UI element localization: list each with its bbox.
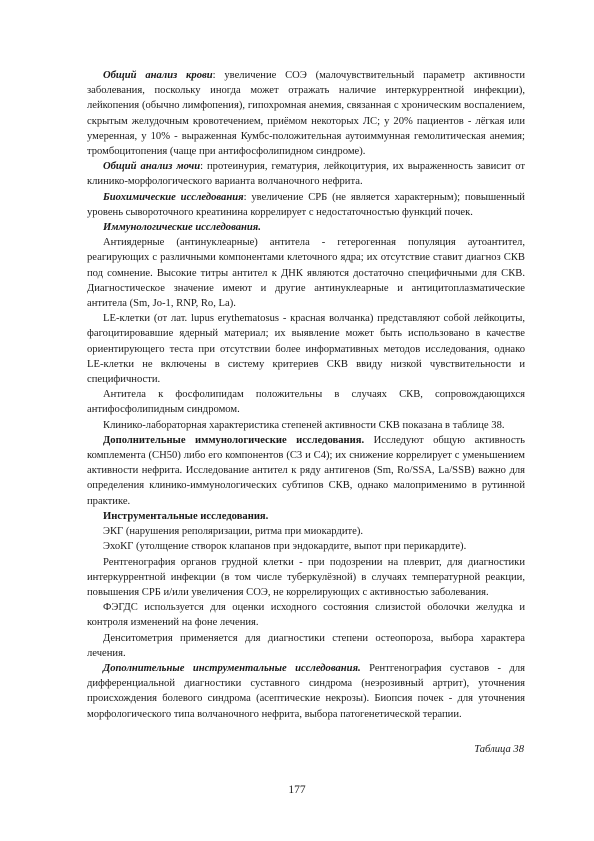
paragraph xyxy=(87,220,525,235)
paragraph-heading: Общий анализ мочи xyxy=(103,161,201,173)
body-text xyxy=(87,68,525,722)
paragraph-text: ЭКГ (нарушения реполяризации, ритма при миокардите). xyxy=(103,526,363,538)
paragraph xyxy=(87,509,525,524)
paragraph xyxy=(87,661,525,722)
paragraph xyxy=(87,600,525,630)
paragraph-heading: Дополнительные инструментальные исследования. xyxy=(103,662,361,674)
paragraph-heading: Общий анализ крови xyxy=(103,70,213,81)
paragraph xyxy=(87,190,525,220)
paragraph-text: ЭхоКГ (утолщение створок клапанов при эндокардите, выпот при перикардите). xyxy=(103,541,467,553)
paragraph-text: : протеинурия, гематурия, лейкоцитурия, их выраженность зависит от клинико-морфологического варианта волчаночного нефрита. xyxy=(87,161,526,188)
paragraph xyxy=(87,539,525,554)
paragraph xyxy=(87,418,525,433)
paragraph-heading: Иммунологические исследования. xyxy=(103,222,261,234)
paragraph-text: Исследуют общую активность комплемента (CH50) либо его компонентов (C3 и C4); их снижение коррелирует с уменьшением активности нефрита. Исследование антител к ряду антигенов (Sm, Ro/SSA, La/SSB) важно для определения клинико-иммунологических субтипов СКВ, однако малоприменимо в рутинной практике. xyxy=(87,434,525,507)
page-number: 177 xyxy=(288,784,306,796)
paragraph-heading: Дополнительные иммунологические исследования. xyxy=(103,434,365,446)
paragraph xyxy=(87,387,525,417)
paragraph-text: Рентгенография суставов - для дифференциальной диагностики суставного синдрома (неэрозивный артрит), уточнения происхождения болевого синдрома (асептические некрозы). Биопсия почек - для уточнения морфологического типа волчаночного нефрита, выбора патогенетической терапии. xyxy=(87,662,525,720)
paragraph-heading: Биохимические исследования xyxy=(103,191,244,203)
paragraph xyxy=(87,631,525,661)
paragraph-text: : увеличение СОЭ (малочувствительный параметр активности заболевания, поскольку иногда может отражать наличие интеркуррентной инфекции), лейкопения (обычно лимфопения), гипохромная анемия, связанная с хроническим воспалением, скрытым желудочным кровотечением, приёмом некоторых ЛС; у 20% пациентов - лёгкая или умеренная, у 10% - выраженная Кумбс-положительная аутоиммунная гемолитическая анемия; тромбоцитопения (чаще при антифосфолипидном синдроме). xyxy=(87,70,525,158)
paragraph xyxy=(87,68,525,159)
paragraph-heading: Инструментальные исследования. xyxy=(103,510,269,522)
paragraph-text: : увеличение СРБ (не является характерным); повышенный уровень сывороточного креатинина коррелирует с недостаточностью функций почек. xyxy=(87,191,525,218)
paragraph xyxy=(87,311,525,387)
paragraph-text: Денситометрия применяется для диагностики степени остеопороза, выбора характера лечения. xyxy=(87,632,525,659)
paragraph xyxy=(87,555,525,601)
paragraph-text: LE-клетки (от лат. lupus erythematosus - красная волчанка) представляют собой лейкоциты, фагоцитировавшие ядерный материал; их выявление может быть использовано в качестве ориентирующего теста при отсутствии более информативных методов исследования, однако LE-клетки не включены в систему критериев СКВ ввиду низкой чувствительности и специфичности. xyxy=(87,313,525,386)
paragraph xyxy=(87,159,525,189)
table-reference: Таблица 38 xyxy=(474,744,524,755)
paragraph-text: Антитела к фосфолипидам положительны в случаях СКВ, сопровождающихся антифосфолипидным синдромом. xyxy=(87,389,525,416)
paragraph-text: ФЭГДС используется для оценки исходного состояния слизистой оболочки желудка и контроля изменений на фоне лечения. xyxy=(87,602,525,629)
paragraph-text: Рентгенография органов грудной клетки - при подозрении на плеврит, для диагностики интеркуррентной инфекции (в том числе туберкулёзной) в случаях температурной реакции, повышения СРБ и/или увеличения СОЭ, не коррелирующих с активностью заболевания. xyxy=(87,556,525,598)
paragraph-text: Антиядерные (антинуклеарные) антитела - гетерогенная популяция аутоантител, реагирующих с различными компонентами клеточного ядра; их отсутствие ставит диагноз СКВ под сомнение. Высокие титры антител к ДНК являются достаточно специфичными для СКВ. Диагностическое значение имеют и другие антинуклеарные и антицитоплазматические антитела (Sm, Jo-1, RNP, Ro, La). xyxy=(87,237,525,310)
paragraph xyxy=(87,235,525,311)
paragraph xyxy=(87,433,525,509)
paragraph-text: Клинико-лабораторная характеристика степеней активности СКВ показана в таблице 38. xyxy=(103,419,505,431)
paragraph xyxy=(87,524,525,539)
